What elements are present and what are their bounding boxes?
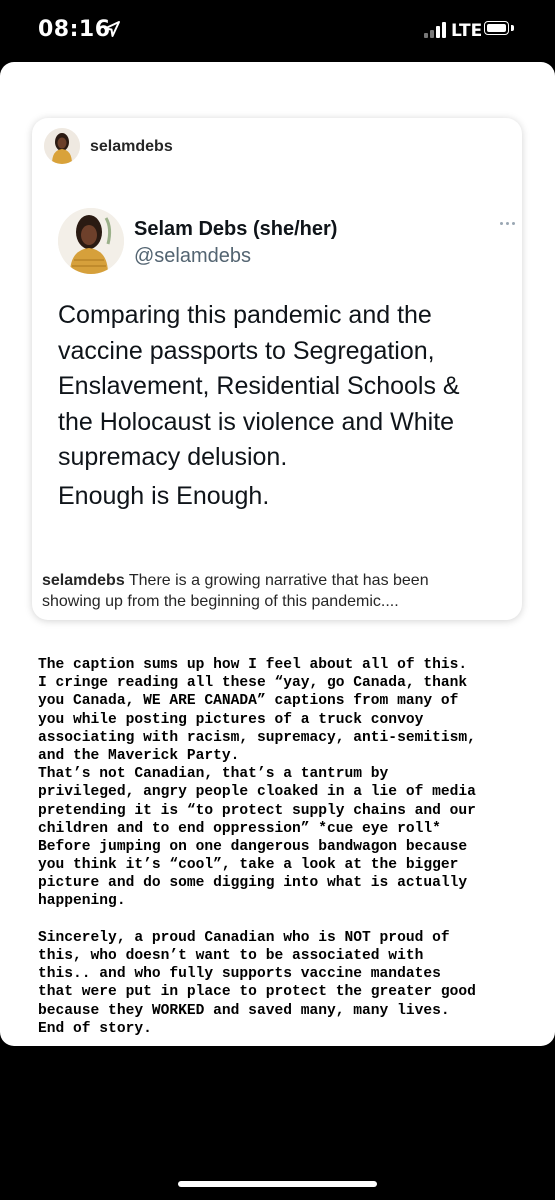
post-line: this.. and who fully supports vaccine mandates: [38, 966, 441, 983]
post-line: pretending it is “to protect supply chains and our: [38, 802, 476, 819]
post-line: privileged, angry people cloaked in a lie of media: [38, 784, 476, 801]
tweet-text: [58, 298, 508, 476]
post-line: picture and do some digging into what is actually: [38, 875, 468, 892]
post-line-blank: [38, 911, 538, 929]
battery-icon: [484, 21, 514, 37]
tweet-avatar[interactable]: [58, 208, 124, 274]
instagram-post-card[interactable]: [32, 118, 522, 620]
status-bar: [0, 0, 555, 62]
status-time: 08:16: [38, 17, 111, 42]
post-line: That’s not Canadian, that’s a tantrum by: [38, 766, 389, 783]
network-label: LTE: [451, 21, 483, 41]
post-line: happening.: [38, 893, 126, 910]
post-line: End of story.: [38, 1020, 152, 1037]
tweet-line: vaccine passports to Segregation,: [58, 336, 435, 365]
post-line: you Canada, WE ARE CANADA” captions from many of: [38, 693, 459, 710]
home-indicator[interactable]: [178, 1181, 377, 1187]
post-line: Before jumping on one dangerous bandwagon because: [38, 838, 468, 855]
post-line: this, who doesn’t want to be associated with: [38, 948, 424, 964]
content-sheet: [0, 62, 555, 1046]
post-username[interactable]: selamdebs: [90, 138, 173, 155]
post-body-text: [38, 656, 538, 1038]
caption-text-continued: showing up from the beginning of this pandemic....: [42, 593, 399, 610]
tweet-line: Comparing this pandemic and the: [58, 301, 432, 329]
tweet-handle[interactable]: @selamdebs: [134, 245, 252, 267]
post-line: Sincerely, a proud Canadian who is NOT proud of: [38, 929, 450, 946]
post-line: you while posting pictures of a truck convoy: [38, 711, 424, 728]
caption-preview[interactable]: [42, 570, 512, 612]
tweet-line: Enslavement, Residential Schools &: [58, 372, 460, 400]
tweet-display-name[interactable]: Selam Debs (she/her): [134, 218, 338, 240]
avatar[interactable]: [44, 128, 80, 164]
location-arrow-icon: [103, 20, 121, 38]
more-options-icon[interactable]: [498, 218, 518, 228]
post-line: and the Maverick Party.: [38, 747, 240, 764]
post-line: that were put in place to protect the greater good: [38, 984, 476, 1001]
caption-username[interactable]: selamdebs: [42, 572, 125, 589]
tweet-line: the Holocaust is violence and White: [58, 407, 455, 436]
tweet-line: supremacy delusion.: [58, 443, 288, 471]
post-line: children and to end oppression” *cue eye roll*: [38, 820, 441, 837]
signal-icon: [424, 22, 448, 38]
post-line: associating with racism, supremacy, anti-semitism,: [38, 729, 476, 746]
post-line: I cringe reading all these “yay, go Canada, thank: [38, 675, 468, 692]
post-line: you think it’s “cool”, take a look at the bigger: [38, 857, 459, 874]
post-line: because they WORKED and saved many, many lives.: [38, 1002, 450, 1019]
post-line: The caption sums up how I feel about all of this.: [38, 657, 468, 673]
caption-text: There is a growing narrative that has been: [128, 572, 429, 589]
tweet-second-paragraph: Enough is Enough.: [58, 482, 270, 510]
